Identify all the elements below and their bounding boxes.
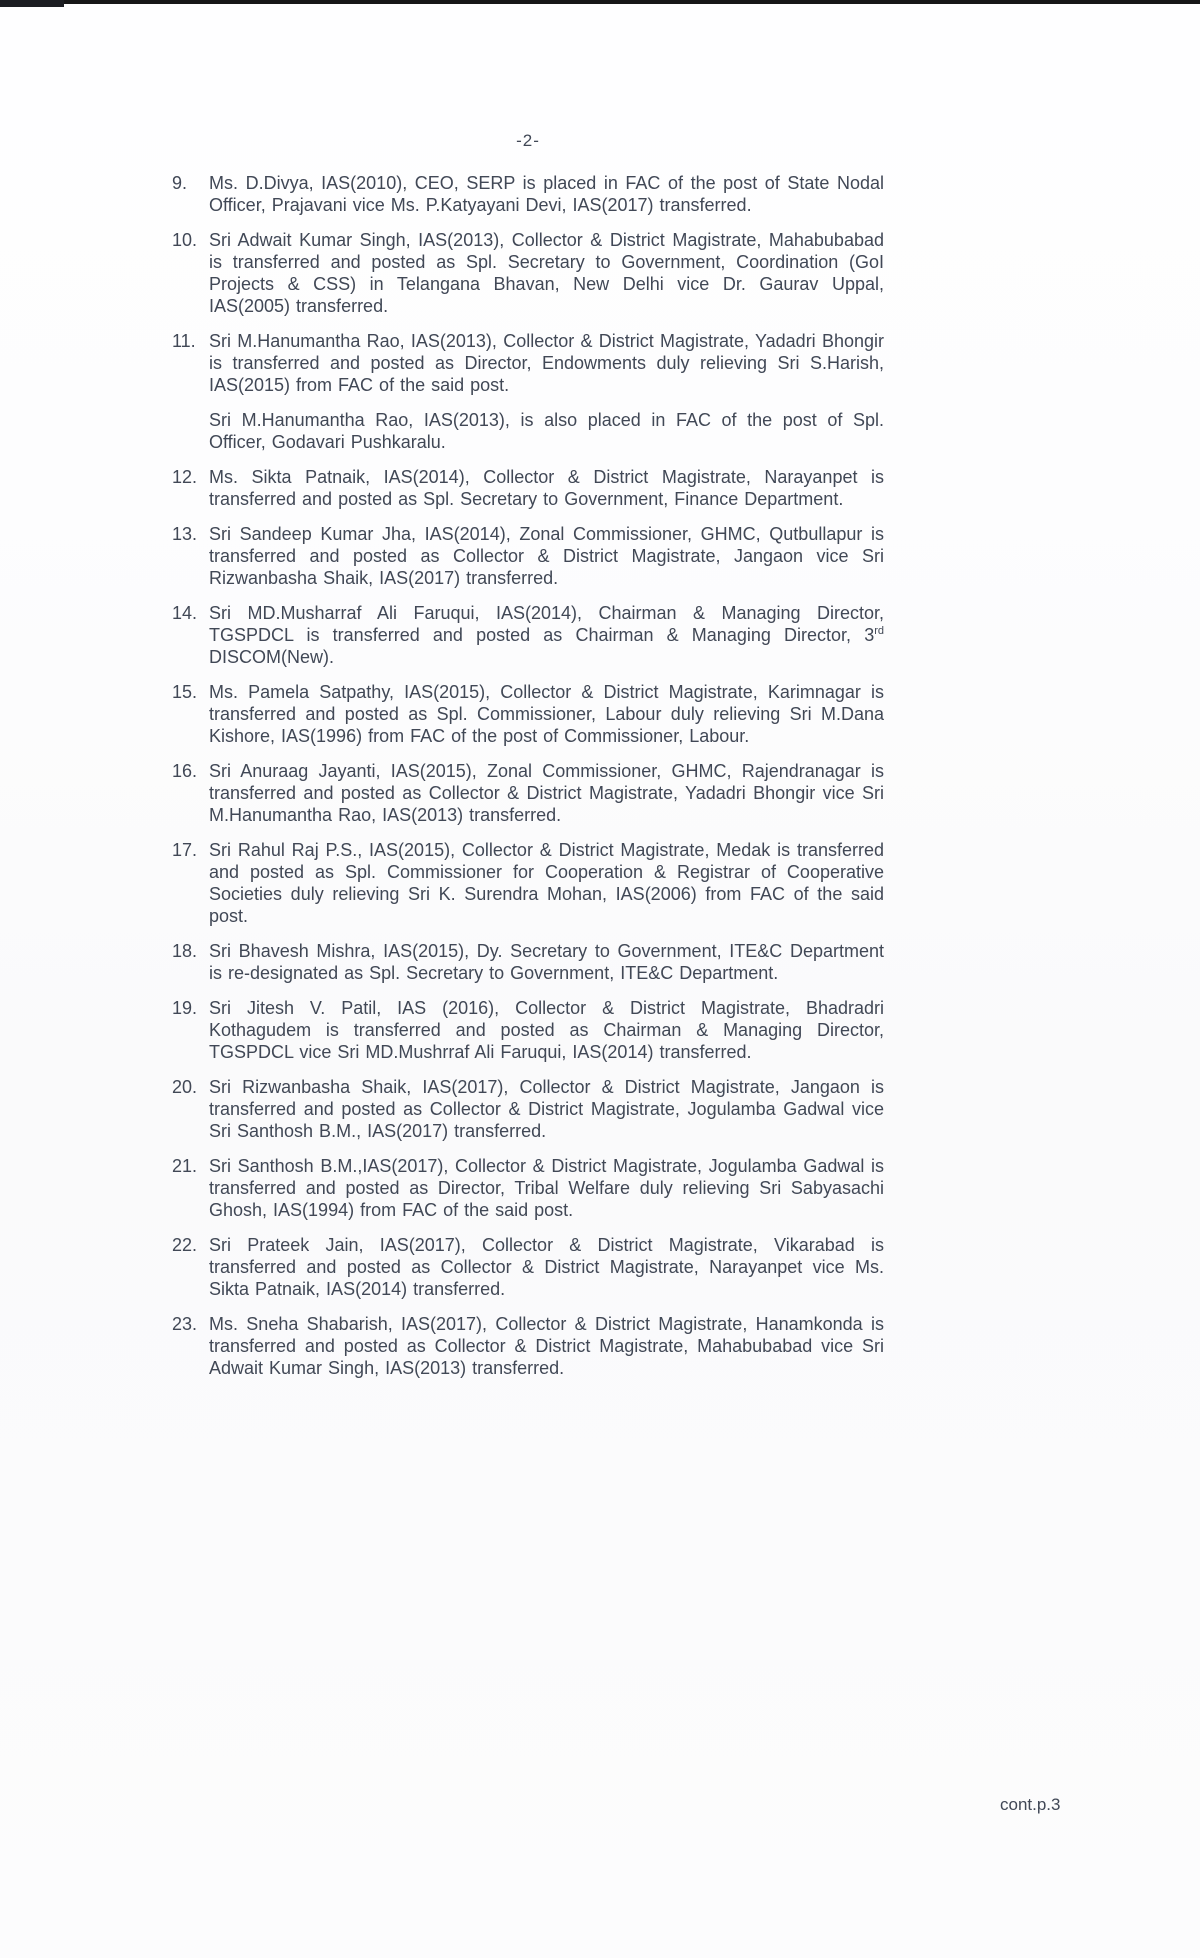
scan-edge-artifact-left: [0, 0, 64, 7]
paragraph-text: Ms. Sikta Patnaik, IAS(2014), Collector & District Magistrate, Narayanpet is transferred and posted as Spl. Secretary to Government, Finance Department.: [209, 467, 884, 509]
item-paragraph: [209, 1076, 884, 1142]
scan-edge-artifact: [0, 0, 1200, 4]
paragraph-text: Sri Prateek Jain, IAS(2017), Collector & District Magistrate, Vikarabad is transferred and posted as Collector & District Magistrate, Narayanpet vice Ms. Sikta Patnaik, IAS(2014) transferred.: [209, 1235, 884, 1299]
item-paragraph: [209, 602, 884, 668]
item-number: 22.: [172, 1235, 198, 1255]
item-paragraph: [209, 523, 884, 589]
paragraph-text: Sri Jitesh V. Patil, IAS (2016), Collector & District Magistrate, Bhadradri Kothagudem is transferred and posted as Chairman & Managing Director, TGSPDCL vice Sri MD.Mushrraf Ali Faruqui, IAS(2014) transferred.: [209, 998, 884, 1062]
order-item: [172, 940, 884, 984]
paragraph-text: Sri Rahul Raj P.S., IAS(2015), Collector & District Magistrate, Medak is transferred and posted as Spl. Commissioner for Cooperation & Registrar of Cooperative Societies duly relieving Sri K. Surendra Mohan, IAS(2006) from FAC of the said post.: [209, 840, 884, 926]
item-paragraph: [209, 330, 884, 396]
item-number: 16.: [172, 761, 198, 781]
paragraph-text: Sri Santhosh B.M.,IAS(2017), Collector & District Magistrate, Jogulamba Gadwal is transferred and posted as Director, Tribal Welfare duly relieving Sri Sabyasachi Ghosh, IAS(1994) from FAC of the said post.: [209, 1156, 884, 1220]
order-item: [172, 1234, 884, 1300]
item-paragraph: [209, 1155, 884, 1221]
paragraph-text: Sri Rizwanbasha Shaik, IAS(2017), Collector & District Magistrate, Jangaon is transferred and posted as Collector & District Magistrate, Jogulamba Gadwal vice Sri Santhosh B.M., IAS(2017) transferred.: [209, 1077, 884, 1141]
item-number: 19.: [172, 998, 198, 1018]
paragraph-text: Sri Adwait Kumar Singh, IAS(2013), Collector & District Magistrate, Mahabubabad is transferred and posted as Spl. Secretary to Government, Coordination (GoI Projects & CSS) in Telangana Bhavan, New Delhi vice Dr. Gaurav Uppal, IAS(2005) transferred.: [209, 230, 884, 316]
order-item: [172, 229, 884, 317]
paragraph-text: Sri Bhavesh Mishra, IAS(2015), Dy. Secretary to Government, ITE&C Department is re-designated as Spl. Secretary to Government, ITE&C Department.: [209, 941, 884, 983]
item-paragraph: [209, 466, 884, 510]
item-number: 9.: [172, 173, 188, 193]
order-item: [172, 1155, 884, 1221]
item-paragraph: [209, 172, 884, 216]
item-paragraph: [209, 1234, 884, 1300]
paragraph-text: Sri M.Hanumantha Rao, IAS(2013), is also placed in FAC of the post of Spl. Officer, Godavari Pushkaralu.: [209, 410, 884, 452]
transfer-order-list: [172, 172, 884, 1392]
item-paragraph: [209, 940, 884, 984]
item-number: 12.: [172, 467, 198, 487]
paragraph-text: Ms. D.Divya, IAS(2010), CEO, SERP is placed in FAC of the post of State Nodal Officer, Prajavani vice Ms. P.Katyayani Devi, IAS(2017) transferred.: [209, 173, 884, 215]
order-item: [172, 523, 884, 589]
item-number: 23.: [172, 1314, 198, 1334]
paragraph-text: Sri MD.Musharraf Ali Faruqui, IAS(2014), Chairman & Managing Director, TGSPDCL is transferred and posted as Chairman & Managing Director, 3: [209, 603, 884, 645]
order-item: [172, 602, 884, 668]
order-item: [172, 172, 884, 216]
item-number: 13.: [172, 524, 198, 544]
item-number: 14.: [172, 603, 198, 623]
order-item: [172, 997, 884, 1063]
order-item: [172, 330, 884, 453]
order-item: [172, 681, 884, 747]
order-item: [172, 466, 884, 510]
order-item: [172, 1313, 884, 1379]
order-item: [172, 760, 884, 826]
item-paragraph: [209, 760, 884, 826]
item-number: 10.: [172, 230, 198, 250]
order-item: [172, 839, 884, 927]
paragraph-text: Sri Sandeep Kumar Jha, IAS(2014), Zonal Commissioner, GHMC, Qutbullapur is transferred and posted as Collector & District Magistrate, Jangaon vice Sri Rizwanbasha Shaik, IAS(2017) transferred.: [209, 524, 884, 588]
item-paragraph: [209, 1313, 884, 1379]
item-paragraph: [209, 997, 884, 1063]
paragraph-text: Ms. Pamela Satpathy, IAS(2015), Collector & District Magistrate, Karimnagar is transferred and posted as Spl. Commissioner, Labour duly relieving Sri M.Dana Kishore, IAS(1996) from FAC of the post of Commissioner, Labour.: [209, 682, 884, 746]
item-number: 15.: [172, 682, 198, 702]
order-item: [172, 1076, 884, 1142]
item-paragraph: [209, 229, 884, 317]
paragraph-text: DISCOM(New).: [209, 647, 334, 667]
item-number: 20.: [172, 1077, 198, 1097]
ordinal-superscript: rd: [874, 625, 884, 637]
item-number: 18.: [172, 941, 198, 961]
item-number: 17.: [172, 840, 198, 860]
continuation-note: cont.p.3: [1000, 1795, 1061, 1814]
item-number: 11.: [172, 331, 196, 351]
item-paragraph: [209, 681, 884, 747]
paragraph-text: Sri M.Hanumantha Rao, IAS(2013), Collector & District Magistrate, Yadadri Bhongir is transferred and posted as Director, Endowments duly relieving Sri S.Harish, IAS(2015) from FAC of the said post.: [209, 331, 884, 395]
item-paragraph: [209, 409, 884, 453]
paragraph-text: Sri Anuraag Jayanti, IAS(2015), Zonal Commissioner, GHMC, Rajendranagar is transferred and posted as Collector & District Magistrate, Yadadri Bhongir vice Sri M.Hanumantha Rao, IAS(2013) transferred.: [209, 761, 884, 825]
page-number: -2-: [516, 131, 540, 150]
item-number: 21.: [172, 1156, 198, 1176]
item-paragraph: [209, 839, 884, 927]
paragraph-text: Ms. Sneha Shabarish, IAS(2017), Collector & District Magistrate, Hanamkonda is transferred and posted as Collector & District Magistrate, Mahabubabad vice Sri Adwait Kumar Singh, IAS(2013) transferred.: [209, 1314, 884, 1378]
